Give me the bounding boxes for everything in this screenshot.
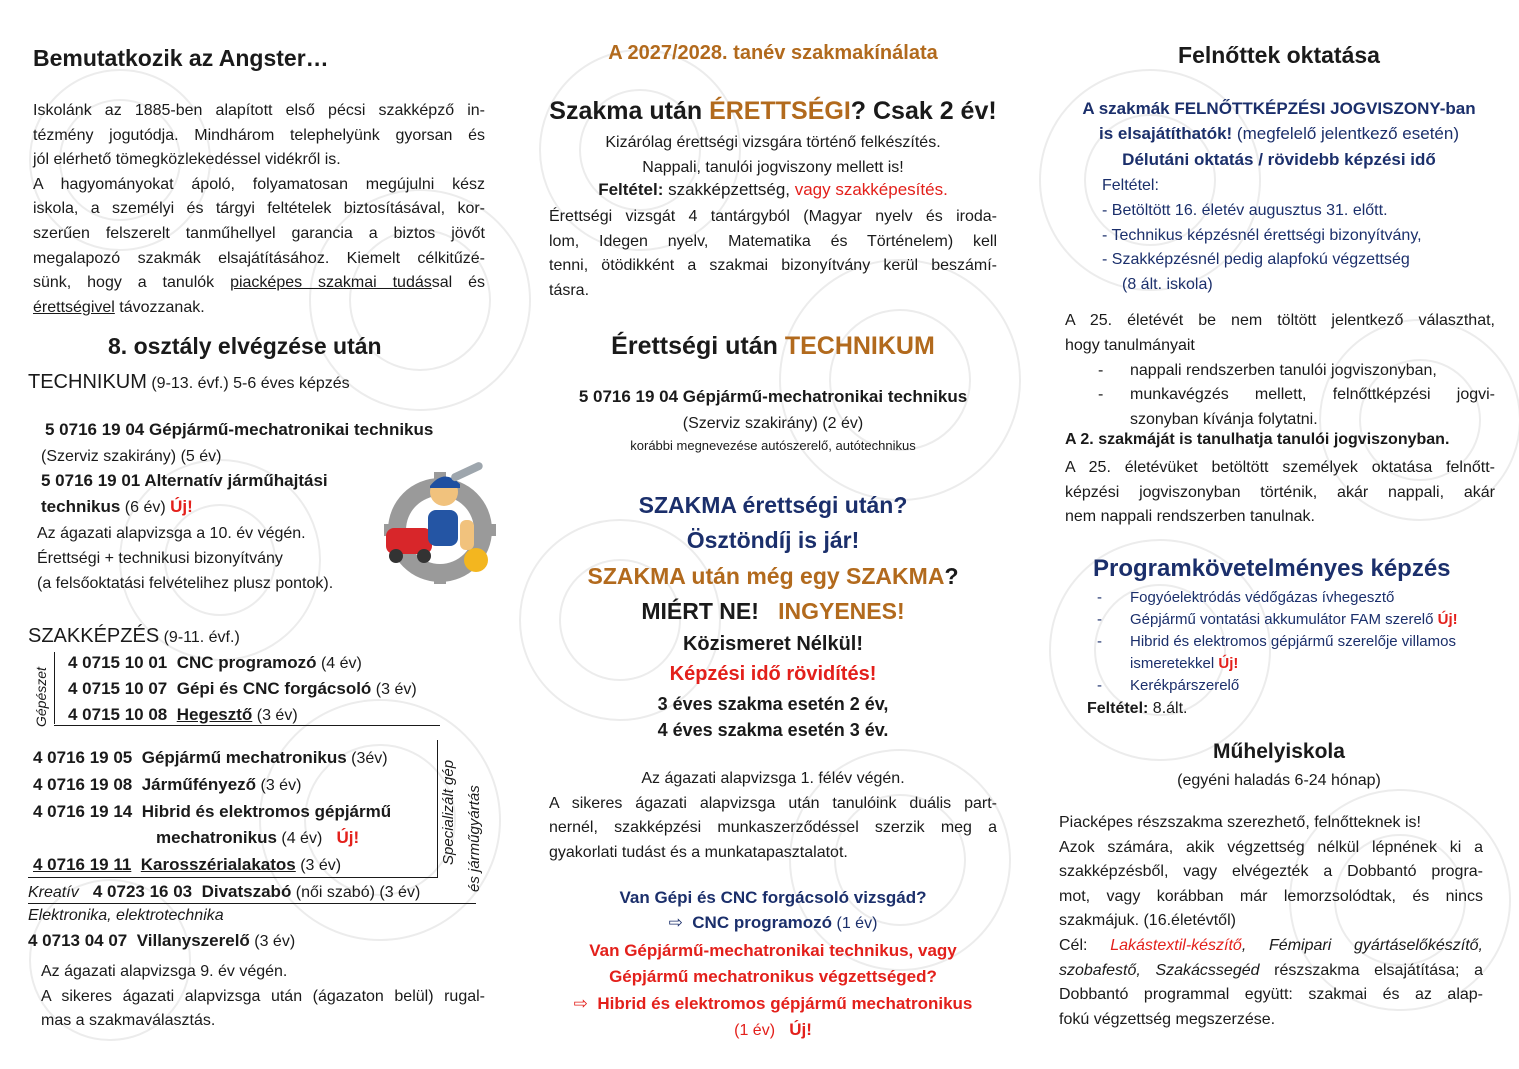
cel-highlight: Lakástextil-készítő	[1110, 936, 1242, 954]
adult-intro-note: (megfelelő jelentkező esetén)	[1232, 124, 1459, 143]
dual-line: Az ágazati alapvizsga 1. félév végén.	[641, 770, 905, 787]
heading-part: Szakma után	[549, 97, 710, 125]
gepjarmu-question: Gépjármű mechatronikus végzettséged?	[609, 967, 937, 986]
end-note: mas a szakmaválasztás.	[41, 1012, 216, 1030]
new-badge: Új!	[1218, 655, 1239, 672]
new-badge: Új!	[170, 497, 193, 516]
cnc-answer	[548, 913, 998, 933]
hybrid-program: Hibrid és elektromos gépjármű mechatronikus	[597, 994, 973, 1013]
szakma-erettsegi-question: SZAKMA érettségi után?	[638, 492, 908, 518]
row-code: 4 0723 16 03	[92, 882, 193, 901]
list-dash: -	[1098, 362, 1104, 379]
erettsegi-line: Kizárólag érettségi vizsgára történő felkészítés.	[605, 134, 941, 151]
hybrid-answer	[540, 994, 1006, 1014]
list-dash: -	[1097, 677, 1102, 694]
row-code: 4 0715 10 07	[68, 679, 168, 698]
list-dash: -	[1097, 633, 1102, 650]
miert-ne-line	[548, 598, 998, 625]
technikum-heading	[28, 371, 350, 394]
row-code: 4 0716 19 08	[33, 775, 133, 794]
erettsegi-body-line: lom, Idegen nyelv, Matematika és Történelem) kell	[549, 232, 997, 250]
kreativ-row	[28, 882, 420, 902]
erettsegi-body-line: Érettségi vizsgát 4 tantárgyból (Magyar nyelv és iroda-	[549, 208, 997, 225]
row-code: 4 0715 10 01	[68, 653, 168, 672]
muhely-line: Azok számára, akik végzettség nélkül lépnének ki a	[1059, 838, 1483, 856]
row-name: Gépi és CNC forgácsoló	[176, 679, 372, 698]
rovidites-detail: 3 éves szakma esetén 2 év,	[657, 694, 889, 714]
muhely-line: Piacképes részszakma szerezhető, felnőtteknek is!	[1059, 814, 1421, 831]
erettsegi-line: Nappali, tanulói jogviszony mellett is!	[642, 159, 904, 176]
intro-line: iskola, a személyi és tárgyi feltételek biztosításával, kor-	[33, 200, 485, 218]
tech-note: Az ágazati alapvizsga a 10. év végén.	[37, 525, 306, 542]
tech-note: Érettségi + technikusi bizonyítvány	[37, 550, 283, 567]
over25-line: nem nappali rendszerben tanulnak.	[1065, 508, 1315, 526]
erettsegi-body	[549, 205, 997, 303]
row-years: (3 év)	[295, 857, 342, 874]
kozismeret-text: Közismeret Nélkül!	[682, 633, 864, 655]
program-title: 5 0716 19 04 Gépjármű-mechatronikai technikus	[45, 420, 434, 439]
tech-note: (a felsőoktatási felvételihez plusz pontok).	[37, 575, 334, 592]
gepeszet-row	[68, 679, 417, 699]
szakkepzes-duration: (9-11. évf.)	[159, 629, 240, 646]
list-dash: -	[1097, 589, 1102, 606]
hybrid-years: (1 év)	[734, 1022, 776, 1039]
cel-text: szobafestő, Szakácssegéd	[1059, 961, 1260, 979]
intro-paragraph	[33, 99, 485, 320]
feltetel-item: - Szakképzésnél pedig alapfokú végzettség	[1102, 251, 1410, 268]
feltetel-text: szakképzettség,	[663, 180, 795, 199]
row-years: (4 év)	[276, 830, 323, 847]
vehicle-row	[33, 775, 301, 795]
cel-label: Cél:	[1059, 936, 1111, 954]
cnc-program: CNC programozó	[692, 913, 833, 932]
heading-part: ?	[944, 563, 959, 589]
row-years: (4 év)	[316, 655, 362, 672]
over25-line: képzési jogviszonyban történik, akár nappali, akár	[1065, 483, 1495, 501]
category-label: Elektronika, elektrotechnika	[28, 907, 224, 924]
program-requirement-heading: Programkövetelményes képzés	[1093, 555, 1451, 582]
cel-line: fokú végzettség megszerzése.	[1059, 1010, 1276, 1028]
elektro-row	[28, 931, 295, 951]
program-item-text: ismeretekkel	[1130, 655, 1215, 672]
feltetel-label: Feltétel:	[1087, 700, 1149, 717]
list-dash: -	[1097, 611, 1102, 628]
cnc-years: (1 év)	[832, 915, 878, 932]
heading-highlight: ÉRETTSÉGI	[709, 97, 851, 125]
section-divider	[28, 877, 438, 878]
adult-intro-line: A szakmák FELNŐTTKÉPZÉSI JOGVISZONY-ban	[1082, 99, 1476, 118]
end-note: Az ágazati alapvizsga 9. év végén.	[41, 963, 288, 980]
hybrid-duration	[548, 1020, 998, 1040]
under25-option: munkavégzés mellett, felnőttképzési jogvi-	[1130, 386, 1495, 403]
gepeszet-divider	[54, 652, 55, 724]
heading-highlight: SZAKMA után még egy SZAKMA	[587, 563, 945, 589]
program-subtitle: (Szerviz szakirány) (5 év)	[41, 448, 222, 465]
muhelyiskola-heading: Műhelyiskola	[1213, 740, 1345, 763]
arrow-icon: ⇨	[573, 994, 588, 1013]
program-name: technikus	[41, 497, 121, 516]
over25-paragraph	[1065, 456, 1495, 530]
intro-line: szerűen felszerelt tanműhellyel garancia a biztos jövőt	[33, 224, 485, 242]
program-title: 5 0716 19 01 Alternatív járműhajtási	[41, 471, 328, 490]
spec-label: és járműgyártás	[466, 785, 483, 892]
program-item: Fogyóelektródás védőgázas ívhegesztő	[1130, 589, 1395, 606]
end-note: A sikeres ágazati alapvizsga után (ágazaton belül) rugal-	[41, 987, 485, 1005]
under25-option: nappali rendszerben tanulói jogviszonyban,	[1130, 362, 1437, 379]
vehicle-row	[33, 802, 391, 822]
feltetel-label: Feltétel:	[598, 180, 664, 199]
dual-line: A sikeres ágazati alapvizsga után tanulóink duális part-	[549, 794, 997, 812]
feltetel-item: - Technikus képzésnél érettségi bizonyítvány,	[1102, 227, 1422, 244]
row-name: mechatronikus	[156, 828, 277, 847]
heading-part: ? Csak 2 év!	[850, 97, 997, 125]
gepeszet-row	[68, 653, 362, 673]
row-years: (3 év)	[256, 777, 302, 794]
program-item: Hibrid és elektromos gépjármű szerelője villamos	[1130, 633, 1456, 650]
feltetel-label: Feltétel:	[1102, 177, 1159, 194]
new-badge: Új!	[789, 1020, 812, 1039]
row-years: (női szabó) (3 év)	[291, 884, 421, 901]
row-name: Gépjármű mechatronikus	[141, 748, 347, 767]
program-previous-name: korábbi megnevezése autószerelő, autótechnikus	[630, 438, 916, 453]
cel-line: Dobbantó programmal együtt: szakmai és az alap-	[1059, 986, 1483, 1004]
intro-line	[33, 271, 485, 296]
category-label: Kreatív	[28, 884, 79, 901]
intro-line: megalapozó szakmák elsajátításához. Kiemelt célkitűzé-	[33, 249, 485, 267]
row-name: Divatszabó	[201, 882, 292, 901]
intro-text: sünk, hogy a tanulók	[33, 274, 215, 292]
underlined-erettsegi-text: érettségivel	[33, 298, 115, 316]
row-years: (3 év)	[249, 933, 296, 950]
section-divider	[28, 903, 476, 904]
row-name: Hegesztő	[176, 705, 253, 724]
arrow-icon: ⇨	[668, 913, 683, 932]
intro-line	[33, 296, 485, 321]
feltetel-item: - Betöltött 16. életév augusztus 31. előtt.	[1102, 202, 1388, 219]
gepjarmu-question: Van Gépjármű-mechatronikai technikus, vagy	[589, 941, 957, 960]
vehicle-row	[33, 855, 341, 875]
new-badge: Új!	[336, 828, 360, 847]
row-name: Hibrid és elektromos gépjármű	[141, 802, 392, 821]
row-code: 4 0713 04 07	[28, 931, 128, 950]
miert-ne-text: MIÉRT NE!	[641, 598, 759, 624]
erettsegi-heading	[540, 97, 1006, 126]
heading-part: Érettségi után	[611, 332, 785, 360]
row-code: 4 0716 19 14	[33, 802, 133, 821]
muhelyiskola-subtitle: (egyéni haladás 6-24 hónap)	[1177, 772, 1381, 789]
intro-line: tézmény jogutódja. Mindhárom telephelyünk gyorsan és	[33, 126, 485, 144]
muhely-line: szakképzésből, vagy elvégezték a Dobbantó progra-	[1059, 863, 1483, 881]
over25-line: A 25. életévüket betöltött személyek oktatása felnőtt-	[1065, 459, 1495, 476]
dual-line: nernél, szakképzési munkaszerződéssel szerzik meg a	[549, 819, 997, 837]
intro-heading: Bemutatkozik az Angster…	[33, 45, 329, 71]
program-item: Kerékpárszerelő	[1130, 677, 1240, 694]
szakkepzes-label: SZAKKÉPZÉS	[28, 625, 160, 647]
program-subtitle: (Szerviz szakirány) (2 év)	[682, 415, 864, 432]
muhelyiskola-paragraph	[1059, 811, 1483, 1032]
adult-intro-bold: is elsajátíthatók!	[1098, 124, 1233, 143]
cel-text: , Fémipari gyártáselőkészítő,	[1241, 936, 1483, 954]
program-feltetel	[1087, 700, 1187, 718]
spec-divider	[437, 740, 438, 877]
cel-text: részszakma elsajátítása; a	[1259, 961, 1483, 979]
under25-line: A 25. életévét be nem töltött jelentkező választhat,	[1065, 312, 1495, 329]
program-title: 5 0716 19 04 Gépjármű-mechatronikai technikus	[578, 387, 968, 406]
program-item-cont	[1130, 655, 1238, 672]
end-notes	[41, 960, 485, 1034]
osztondij-text: Ösztöndíj is jár!	[686, 527, 860, 553]
erettsegi-body-line: tenni, ötödikként a szakmai bizonyítvány kerül beszámí-	[549, 257, 997, 275]
year-title: A 2027/2028. tanév szakmakínálata	[608, 42, 938, 64]
heading-highlight: TECHNIKUM	[784, 332, 935, 360]
ingyenes-text: INGYENES!	[778, 598, 905, 624]
vehicle-row-cont	[156, 828, 359, 848]
erettsegi-feltetel	[548, 180, 998, 200]
muhely-line: mot, vagy korábban már lemorzsolódtak, és nincs	[1059, 887, 1483, 905]
second-szakma-heading	[548, 563, 998, 590]
row-years: (3 év)	[252, 707, 298, 724]
section-divider	[54, 725, 440, 726]
row-name: Járműfényező	[141, 775, 257, 794]
szakkepzes-heading	[28, 625, 240, 648]
row-code: 4 0716 19 05	[33, 748, 133, 767]
adult-intro-line: Délutáni oktatás / rövidebb képzési idő	[1122, 150, 1436, 169]
after-8th-grade-heading: 8. osztály elvégzése után	[108, 333, 382, 359]
underlined-skill-text: piacképes szakmai tudás	[230, 274, 432, 292]
technikum-after-heading	[548, 332, 998, 361]
intro-text: távozzanak.	[114, 298, 205, 316]
rovidites-detail: 4 éves szakma esetén 3 év.	[657, 720, 889, 740]
under25-line: hogy tanulmányait	[1065, 336, 1195, 354]
adult-education-heading: Felnőttek oktatása	[1178, 42, 1380, 68]
gepeszet-label: Gépészet	[33, 667, 49, 727]
row-name: Villanyszerelő	[136, 931, 250, 950]
program-years: (6 év)	[120, 499, 171, 516]
row-years: (3 év)	[371, 681, 417, 698]
intro-line: Iskolánk az 1885-ben alapított első pécsi szakképző in-	[33, 102, 485, 119]
under25-option-cont: szonyban kívánja folytatni.	[1130, 411, 1318, 428]
cel-line	[1059, 959, 1483, 984]
under25-paragraph	[1065, 309, 1495, 358]
program-item	[1130, 611, 1458, 628]
row-code: 4 0715 10 08	[68, 705, 168, 724]
cnc-question: Van Gépi és CNC forgácsoló vizsgád?	[619, 888, 927, 907]
technikum-label: TECHNIKUM	[28, 371, 147, 393]
mechanic-illustration	[380, 450, 500, 585]
dual-paragraph	[549, 767, 997, 865]
adult-intro-line	[1060, 124, 1498, 144]
row-name: CNC programozó	[176, 653, 317, 672]
vehicle-row	[33, 748, 388, 768]
intro-text: sal és	[431, 274, 486, 292]
row-name: Karosszérialakatos	[140, 855, 296, 874]
feltetel-value: 8.ált.	[1148, 700, 1188, 717]
spec-label: Specializált gép	[440, 759, 457, 865]
intro-line: jól elérhető tömegközlekedéssel vidékről is.	[33, 151, 341, 169]
intro-line: A hagyományokat ápoló, folyamatosan megújulni kész	[33, 175, 485, 193]
program-item-text: Gépjármű vontatási akkumulátor FAM szerelő	[1130, 611, 1434, 628]
program-title-line2	[41, 497, 193, 517]
feltetel-item-cont: (8 ált. iskola)	[1122, 276, 1213, 293]
row-code: 4 0716 19 11	[33, 855, 132, 874]
feltetel-alt: vagy szakképesítés.	[794, 180, 948, 199]
list-dash: -	[1098, 386, 1104, 403]
muhely-line: szakmájuk. (16.életévtől)	[1059, 912, 1236, 930]
technikum-duration: (9-13. évf.) 5-6 éves képzés	[146, 375, 350, 392]
row-years: (3év)	[346, 750, 388, 767]
cel-line	[1059, 934, 1483, 959]
rovidites-text: Képzési idő rövidítés!	[669, 663, 877, 685]
new-badge: Új!	[1437, 611, 1458, 628]
erettsegi-body-line: tásra.	[549, 281, 590, 299]
second-profession-note: A 2. szakmáját is tanulhatja tanulói jogviszonyban.	[1065, 431, 1450, 448]
gepeszet-row	[68, 705, 298, 725]
dual-line: gyakorlati tudást és a munkatapasztalatot.	[549, 843, 848, 861]
